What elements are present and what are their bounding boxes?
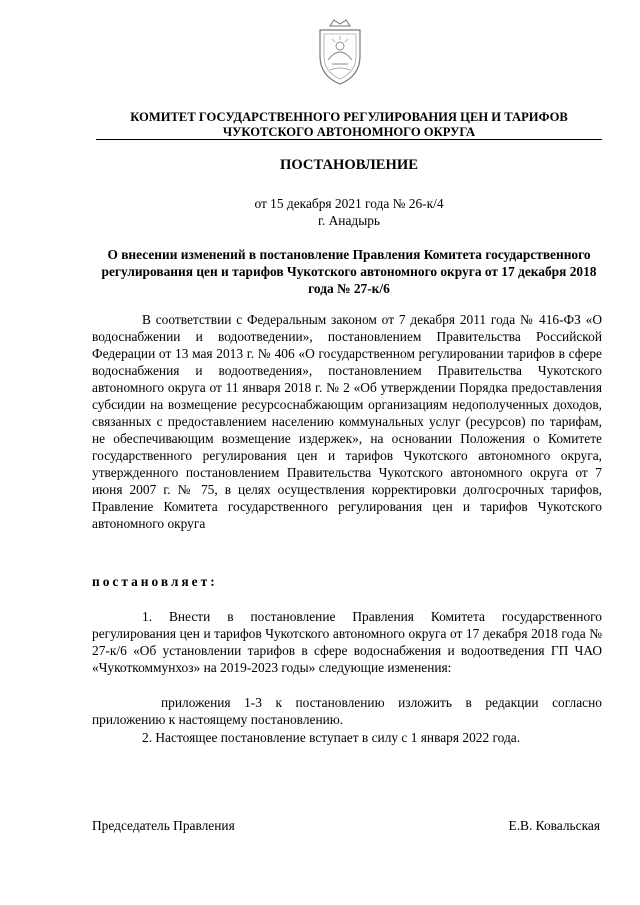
document-date-number: от 15 декабря 2021 года № 26-к/4 [254,196,444,211]
item-1-paragraph: 1. Внести в постановление Правления Комитета государственного регулирования цен и тарифов Чукотского автономного округа от 17 декабря 2018 года № 27-к/6 «Об установлении тарифов в сфере водоснабжения и водоотведения ГП ЧАО «Чукоткоммунхоз» на 2019-2023 годы» следующие изменения: [92,609,602,675]
preamble-paragraph: В соответствии с Федеральным законом от 7 декабря 2011 года № 416-ФЗ «О водоснабжении и водоотведении», постановлением Правительства Российской Федерации от 13 мая 2013 г. № 406 «О государственном регулировании тарифов в сфере водоснабжения и водоотведения», постановлением Правительства Чукотского автономного округа от 11 января 2018 г. № 2 «Об утверждении Порядка предоставления субсидии на возмещение ресурсоснабжающим организациям недополученных доходов, связанных с предоставлением населению коммунальных услуг (ресурсов) по тарифам, не обеспечивающим возмещение издержек», на основании Положения о Комитете государственного регулирования цен и тарифов Чукотского автономного округа, утвержденного постановлением Правительства Чукотского автономного округа от 7 июня 2007 г. № 75, в целях осуществления корректировки долгосрочных тарифов, Правление Комитета государственного регулирования цен и тарифов Чукотского автономного округа [92,312,602,531]
coat-of-arms-icon [312,16,368,88]
document-city: г. Анадырь [317,213,381,228]
signatory-name: Е.В. Ковальская [508,818,600,833]
item-2-paragraph: 2. Настоящее постановление вступает в силу с 1 января 2022 года. [142,730,521,745]
signatory-position: Председатель Правления [92,818,235,833]
organization-line-2: ЧУКОТСКОГО АВТОНОМНОГО ОКРУГА [222,125,476,139]
organization-name [96,110,602,140]
decree-word: постановляет: [92,574,218,589]
organization-line-1: КОМИТЕТ ГОСУДАРСТВЕННОГО РЕГУЛИРОВАНИЯ ЦЕН И ТАРИФОВ [130,110,568,124]
item-1-sub-paragraph: приложения 1-3 к постановлению изложить в редакции согласно приложению к настоящему постановлению. [92,695,602,727]
document-title: ПОСТАНОВЛЕНИЕ [280,157,418,173]
document-subject: О внесении изменений в постановление Правления Комитета государственного регулирования цен и тарифов Чукотского автономного округа от 17 декабря 2018 года № 27-к/6 [101,247,597,296]
header-divider [96,139,602,140]
